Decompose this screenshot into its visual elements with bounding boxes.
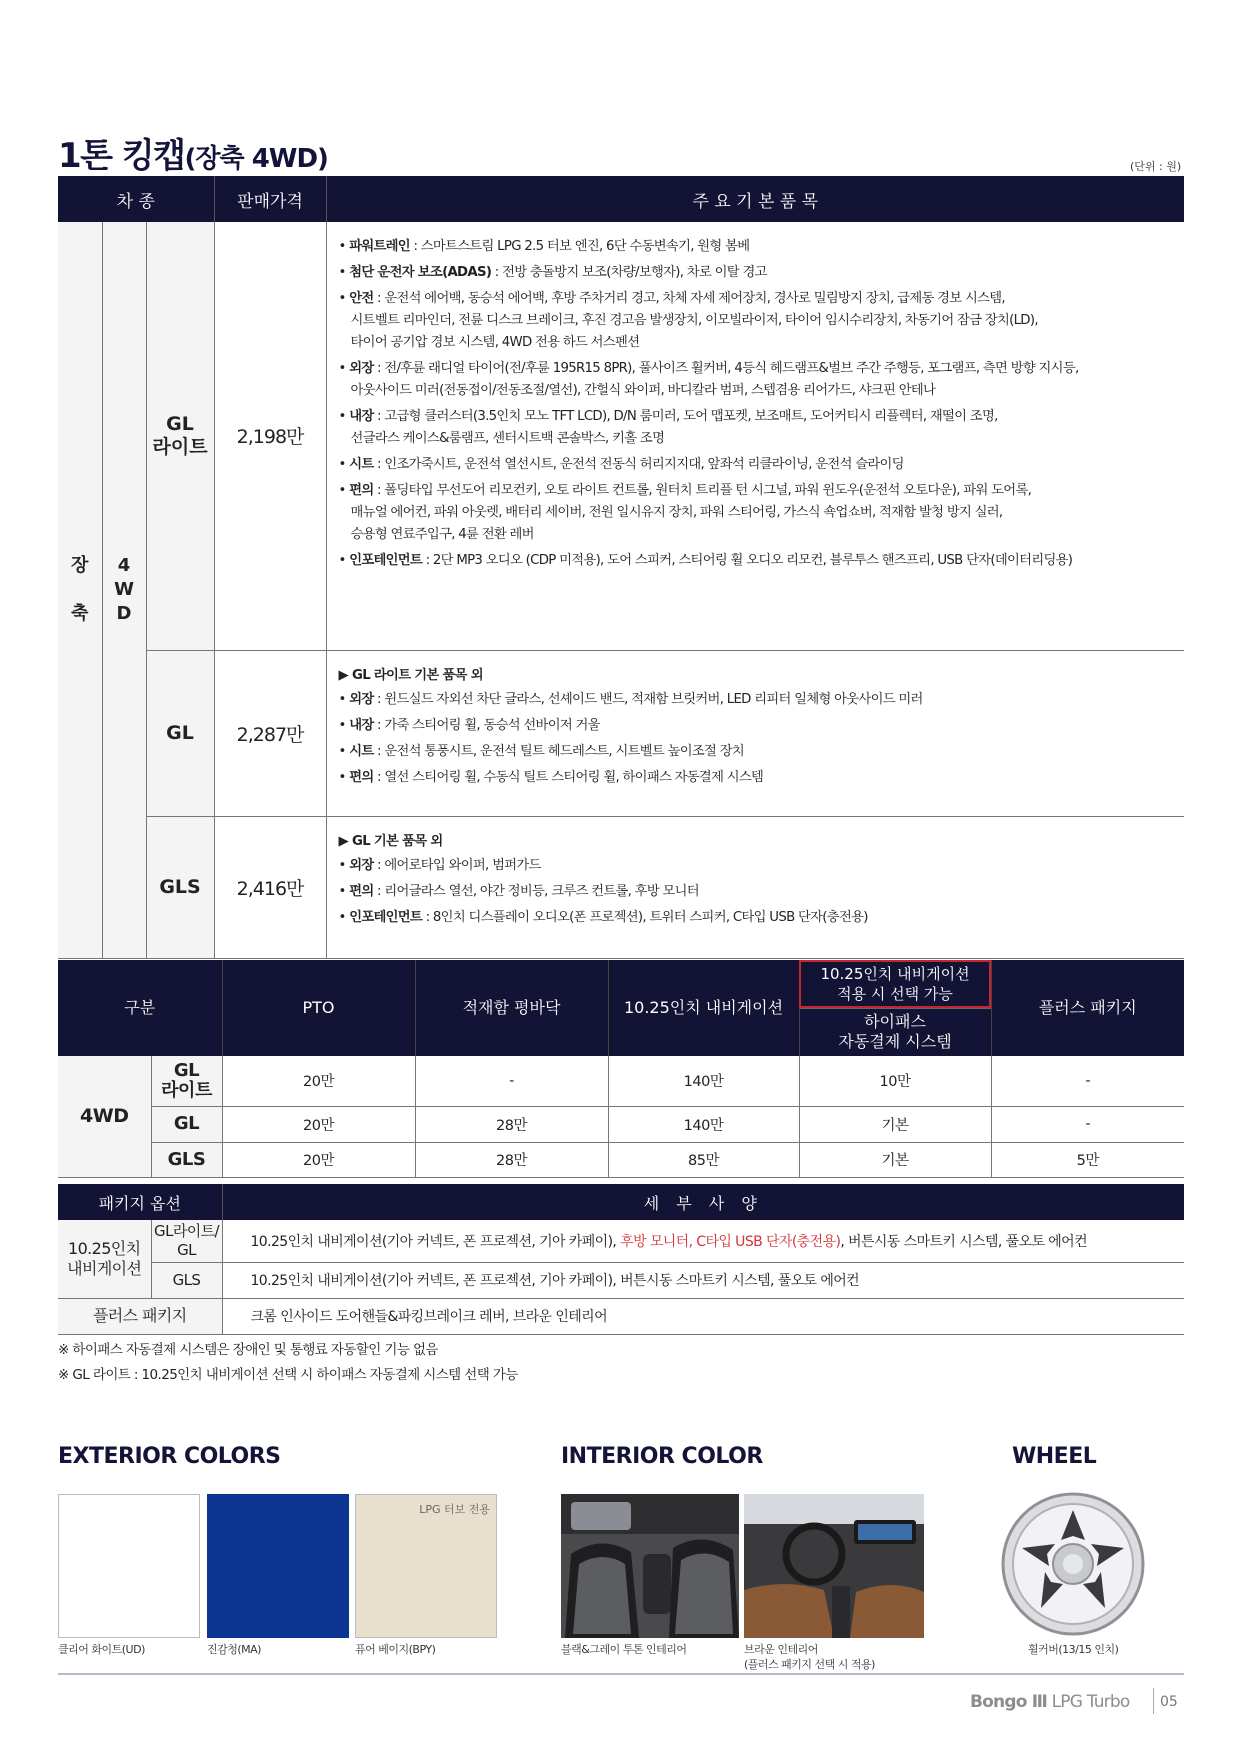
feature-item: • 외장 : 전/후륜 래디얼 타이어(전/후륜 195R15 8PR), 풀사이즈 휠커버, 4등식 헤드램프&벌브 주간 주행등, 포그램프, 측면 방향 지시등, 아웃사이드 미러(전동접이/전동조절/열선), 간헐식 와이퍼, 바디칼라 범퍼, 스텝겸용 리어가드, 샤크핀 안테나	[338, 361, 1079, 398]
spec-table	[58, 176, 1184, 959]
trim-name: GL	[146, 650, 214, 816]
opt-plus: -	[991, 1056, 1184, 1106]
col-header-nav-condition: 10.25인치 내비게이션 적용 시 선택 가능	[799, 960, 991, 1008]
package-detail: 10.25인치 내비게이션(기아 커넥트, 폰 프로젝션, 기아 카페이), 버튼시동 스마트키 시스템, 풀오토 에어컨	[222, 1262, 1184, 1298]
trim-features	[326, 816, 1184, 958]
package-nav-label: 10.25인치 내비게이션	[58, 1220, 151, 1298]
opt-flatbed: 28만	[415, 1106, 608, 1142]
wheel-icon	[999, 1490, 1147, 1638]
col-header-price: 판매가격	[214, 176, 326, 222]
col-header-hipass: 하이패스 자동결제 시스템	[799, 1008, 991, 1056]
opt-nav: 140만	[608, 1106, 799, 1142]
package-table	[58, 1184, 1184, 1335]
color-name: 진감청(MA)	[207, 1643, 261, 1656]
footnote: ※ 하이패스 자동결제 시스템은 장애인 및 통행료 자동할인 기능 없음	[58, 1342, 438, 1358]
color-name: 클리어 화이트(UD)	[58, 1643, 145, 1656]
package-trim: GLS	[151, 1262, 222, 1298]
opt-pto: 20만	[222, 1056, 415, 1106]
trim-features	[326, 650, 1184, 816]
opt-hipass: 기본	[799, 1106, 991, 1142]
page-title: 1톤 킹캡(장축 4WD)	[58, 136, 328, 176]
feature-item: • 편의 : 열선 스티어링 휠, 수동식 틸트 스티어링 휠, 하이패스 자동결제 시스템	[338, 769, 764, 785]
opt-nav: 85만	[608, 1142, 799, 1177]
feature-head: ▶ GL 라이트 기본 품목 외	[338, 667, 483, 683]
interior-name: 블랙&그레이 투톤 인테리어	[561, 1643, 687, 1656]
feature-item: • 내장 : 가죽 스티어링 휠, 동승석 선바이저 거울	[338, 717, 600, 733]
package-plus-label: 플러스 패키지	[58, 1298, 222, 1334]
interior-photo-black	[561, 1494, 739, 1638]
interior-color-title: INTERIOR COLOR	[561, 1444, 763, 1469]
highlight-text: 후방 모니터, C타입 USB 단자(충전용)	[620, 1233, 841, 1250]
options-table	[58, 960, 1184, 1178]
opt-trim: GLS	[151, 1142, 222, 1177]
col-header-package: 패키지 옵션	[58, 1184, 222, 1220]
trim-price: 2,416만	[214, 816, 326, 958]
col-header-flatbed: 적재함 평바닥	[415, 960, 608, 1056]
package-detail: 크롬 인사이드 도어핸들&파킹브레이크 레버, 브라운 인테리어	[222, 1298, 1184, 1334]
swatch-tag: LPG 터보 전용	[419, 1503, 490, 1516]
body-label: 장 축	[58, 222, 102, 958]
color-swatch-white	[58, 1494, 200, 1638]
drive-label: 4 W D	[102, 222, 146, 958]
color-swatch-blue	[207, 1494, 349, 1638]
interior-image-brown	[744, 1494, 924, 1638]
interior-image-black-gray	[561, 1494, 739, 1638]
feature-item: • 편의 : 리어글라스 열선, 야간 정비등, 크루즈 컨트롤, 후방 모니터	[338, 883, 699, 899]
color-name: 퓨어 베이지(BPY)	[355, 1643, 436, 1656]
footer-brand: Bongo Ⅲ LPG Turbo	[970, 1692, 1130, 1712]
col-header-group: 구분	[58, 960, 222, 1056]
feature-item: • 인포테인먼트 : 8인치 디스플레이 오디오(폰 프로젝션), 트위터 스피커, C타입 USB 단자(충전용)	[338, 909, 868, 925]
feature-item: • 편의 : 폴딩타입 무선도어 리모컨키, 오토 라이트 컨트롤, 원터치 트리플 턴 시그널, 파워 윈도우(운전석 오토다운), 파워 도어록, 매뉴얼 에어컨, 파워 아웃렛, 배터리 세이버, 전원 일시유지 장치, 파워 스티어링, 가스식 쇽업쇼버, 적재함 발청 방지 실러, 승용형 연료주입구, 4륜 전환 레버	[338, 483, 1032, 542]
opt-pto: 20만	[222, 1106, 415, 1142]
col-header-nav: 10.25인치 내비게이션	[608, 960, 799, 1056]
opt-hipass: 기본	[799, 1142, 991, 1177]
opt-flatbed: 28만	[415, 1142, 608, 1177]
package-detail: 10.25인치 내비게이션(기아 커넥트, 폰 프로젝션, 기아 카페이), 후방 모니터, C타입 USB 단자(충전용), 버튼시동 스마트키 시스템, 풀오토 에어컨	[222, 1220, 1184, 1262]
feature-item: • 첨단 운전자 보조(ADAS) : 전방 충돌방지 보조(차량/보행자), 차로 이탈 경고	[338, 265, 767, 280]
feature-item: • 외장 : 윈드실드 자외선 차단 글라스, 선셰이드 밴드, 적재함 브릿커버, LED 리피터 일체형 아웃사이드 미러	[338, 691, 923, 707]
opt-flatbed: -	[415, 1056, 608, 1106]
col-header-model: 차 종	[58, 176, 214, 222]
footer-separator	[1153, 1688, 1154, 1714]
opt-plus: -	[991, 1106, 1184, 1142]
page-number: 05	[1160, 1694, 1178, 1710]
opt-hipass: 10만	[799, 1056, 991, 1106]
trim-price: 2,198만	[214, 222, 326, 650]
col-header-pto: PTO	[222, 960, 415, 1056]
feature-item: • 외장 : 에어로타입 와이퍼, 범퍼가드	[338, 857, 541, 873]
group-label: 4WD	[58, 1056, 151, 1177]
trim-name: GLS	[146, 816, 214, 958]
feature-head: ▶ GL 기본 품목 외	[338, 833, 443, 849]
interior-name: 브라운 인테리어 (플러스 패키지 선택 시 적용)	[744, 1643, 875, 1671]
col-header-plus: 플러스 패키지	[991, 960, 1184, 1056]
trim-features	[326, 222, 1184, 650]
exterior-colors-title: EXTERIOR COLORS	[58, 1444, 281, 1469]
col-header-features: 주 요 기 본 품 목	[326, 176, 1184, 222]
wheel-title: WHEEL	[1012, 1444, 1097, 1469]
trim-name: GL 라이트	[146, 222, 214, 650]
package-trim: GL라이트/ GL	[151, 1220, 222, 1262]
feature-item: • 시트 : 운전석 통풍시트, 운전석 틸트 헤드레스트, 시트벨트 높이조절 장치	[338, 743, 744, 759]
opt-plus: 5만	[991, 1142, 1184, 1177]
interior-photo-brown	[744, 1494, 924, 1638]
opt-pto: 20만	[222, 1142, 415, 1177]
footer-divider	[58, 1673, 1184, 1675]
feature-item: • 시트 : 인조가죽시트, 운전석 열선시트, 운전석 전동식 허리지지대, 앞좌석 리클라이닝, 운전석 슬라이딩	[338, 457, 904, 472]
opt-trim: GL 라이트	[151, 1056, 222, 1106]
feature-item: • 안전 : 운전석 에어백, 동승석 에어백, 후방 주차거리 경고, 차체 자세 제어장치, 경사로 밀림방지 장치, 급제동 경보 시스템, 시트벨트 리마인더, 전륜 디스크 브레이크, 후진 경고음 발생장치, 이모빌라이저, 타이어 임시수리장치, 차동기어 잠금 장치(LD), 타이어 공기압 경보 시스템, 4WD 전용 하드 서스펜션	[338, 291, 1038, 350]
col-header-detail: 세 부 사 양	[222, 1184, 1184, 1220]
color-swatch-beige	[355, 1494, 497, 1638]
opt-trim: GL	[151, 1106, 222, 1142]
opt-nav: 140만	[608, 1056, 799, 1106]
feature-item: • 인포테인먼트 : 2단 MP3 오디오 (CDP 미적용), 도어 스피커, 스티어링 휠 오디오 리모컨, 블루투스 핸즈프리, USB 단자(데이터리딩용)	[338, 553, 1073, 568]
footnote: ※ GL 라이트 : 10.25인치 내비게이션 선택 시 하이패스 자동결제 시스템 선택 가능	[58, 1367, 518, 1383]
wheel-name: 휠커버(13/15 인치)	[1028, 1643, 1119, 1656]
feature-item: • 파워트레인 : 스마트스트림 LPG 2.5 터보 엔진, 6단 수동변속기, 원형 봄베	[338, 239, 750, 254]
trim-price: 2,287만	[214, 650, 326, 816]
unit-note: (단위 : 원)	[1130, 160, 1182, 173]
wheel-cover-image	[999, 1490, 1147, 1638]
feature-item: • 내장 : 고급형 클러스터(3.5인치 모노 TFT LCD), D/N 룸미러, 도어 맵포켓, 보조매트, 도어커티시 리플렉터, 재떨이 조명, 선글라스 케이스&룸램프, 센터시트백 콘솔박스, 키홀 조명	[338, 409, 998, 446]
